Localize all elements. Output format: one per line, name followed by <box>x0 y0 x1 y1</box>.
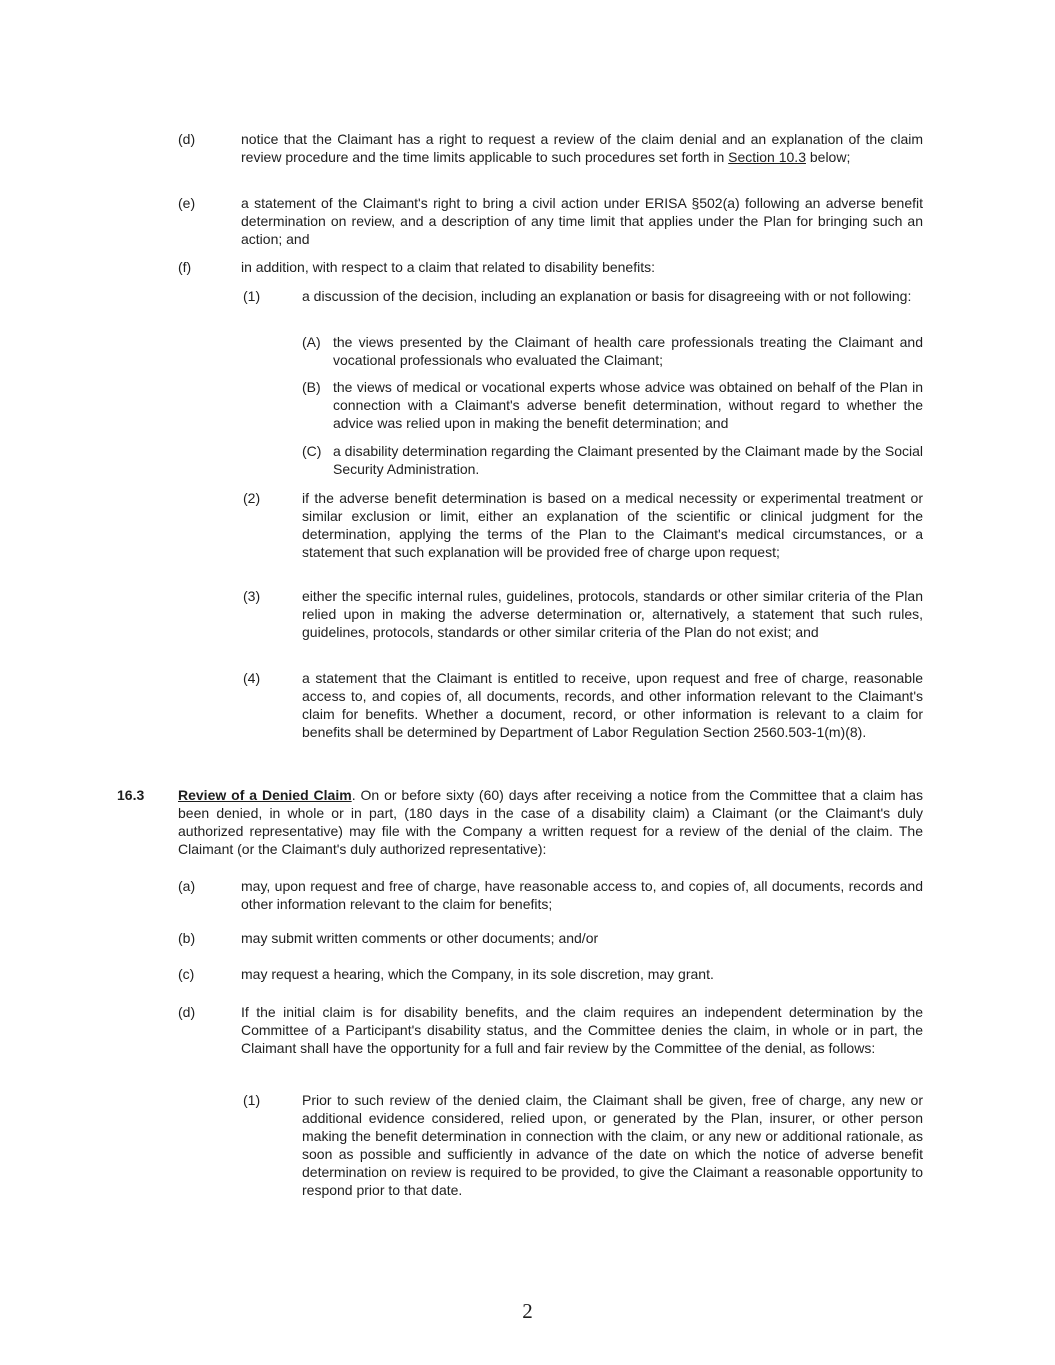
item-label: (a) <box>178 878 196 894</box>
item-label: (c) <box>178 966 195 982</box>
item-label: (B) <box>302 379 321 395</box>
section-heading: Review of a Denied Claim <box>178 787 352 803</box>
paragraph-medical-necessity: if the adverse benefit determination is based on a medical necessity or experimental treatment or similar exclusion or limit, either an explanation of the scientific or clinical judgment for the determination, applying the terms of the Plan to the Claimant's medical circumstances, or a statement that such explanation will be provided free of charge upon request; <box>302 490 923 560</box>
paragraph-submit-comments: may submit written comments or other documents; and/or <box>241 930 599 946</box>
item-label: (d) <box>178 131 196 147</box>
paragraph-ssa-determination: a disability determination regarding the Claimant presented by the Claimant made by the Social Security Administration. <box>333 443 923 477</box>
paragraph-internal-rules: either the specific internal rules, guidelines, protocols, standards or other similar criteria of the Plan relied upon in making the adverse determination or, alternatively, a statement that such rules, guidelines, protocols, standards or other similar criteria of the Plan do not exist; and <box>302 588 923 640</box>
paragraph-request-hearing: may request a hearing, which the Company, in its sole discretion, may grant. <box>241 966 714 982</box>
section-number: 16.3 <box>117 787 145 803</box>
paragraph-notice-review-right: notice that the Claimant has a right to request a review of the claim denial and an explanation of the claim review procedure and the time limits applicable to such procedures set forth in Section 10.3 below; <box>241 131 923 165</box>
item-label: (4) <box>243 670 261 686</box>
item-label: (2) <box>243 490 261 506</box>
item-label: (1) <box>243 288 261 304</box>
item-label: (A) <box>302 334 321 350</box>
item-label: (d) <box>178 1004 196 1020</box>
item-label: (b) <box>178 930 196 946</box>
paragraph-views-claimant: the views presented by the Claimant of health care professionals treating the Claimant and vocational professionals who evaluated the Claimant; <box>333 334 923 368</box>
paragraph-disability-intro: in addition, with respect to a claim that related to disability benefits: <box>241 259 655 275</box>
item-label: (1) <box>243 1092 261 1108</box>
item-label: (f) <box>178 259 192 275</box>
item-label: (C) <box>302 443 322 459</box>
item-label: (e) <box>178 195 196 211</box>
item-label: (3) <box>243 588 261 604</box>
paragraph-views-experts: the views of medical or vocational experts whose advice was obtained on behalf of the Plan in connection with a Claimant's adverse benefit determination, without regard to whether the advice was relied upon in making the benefit determination; and <box>333 379 923 431</box>
paragraph-access-to-documents: a statement that the Claimant is entitled to receive, upon request and free of charge, reasonable access to, and copies of, all documents, records, and other information relevant to the Claimant's claim for benefits. Whether a document, record, or other information is relevant to a claim for benefits shall be determined by Department of Labor Regulation Section 2560.503-1(m)(8). <box>302 670 923 740</box>
paragraph-access-free-of-charge: may, upon request and free of charge, have reasonable access to, and copies of, all documents, records and other information relevant to the claim for benefits; <box>241 878 923 912</box>
section-reference-link[interactable]: Section 10.3 <box>728 149 806 165</box>
paragraph-civil-action: a statement of the Claimant's right to bring a civil action under ERISA §502(a) following an adverse benefit determination on review, and a description of any time limit that applies under the Plan for bringing such an action; and <box>241 195 923 247</box>
page-number: 2 <box>522 1299 533 1323</box>
paragraph-discussion-of-decision: a discussion of the decision, including an explanation or basis for disagreeing with or not following: <box>302 288 912 304</box>
section-review-denied-claim: Review of a Denied Claim. On or before sixty (60) days after receiving a notice from the Committee that a claim has been denied, in whole or in part, (180 days in the case of a disability claim) a Claimant (or the Claimant's duly authorized representative) may file with the Company a written request for a review of the denial of the claim. The Claimant (or the Claimant's duly authorized representative): <box>178 787 924 857</box>
paragraph-disability-review: If the initial claim is for disability benefits, and the claim requires an independent determination by the Committee of a Participant's disability status, and the Committee denies the claim, in whole or in part, the Claimant shall have the opportunity for a full and fair review by the Committee of the denial, as follows: <box>241 1004 923 1056</box>
paragraph-prior-to-review: Prior to such review of the denied claim, the Claimant shall be given, free of charge, any new or additional evidence considered, relied upon, or generated by the Plan, insurer, or other person making the benefit determination in connection with the claim, or any new or additional rationale, as soon as possible and sufficiently in advance of the date on which the notice of adverse benefit determination on review is required to be provided, to give the Claimant a reasonable opportunity to respond prior to that date. <box>302 1092 923 1198</box>
